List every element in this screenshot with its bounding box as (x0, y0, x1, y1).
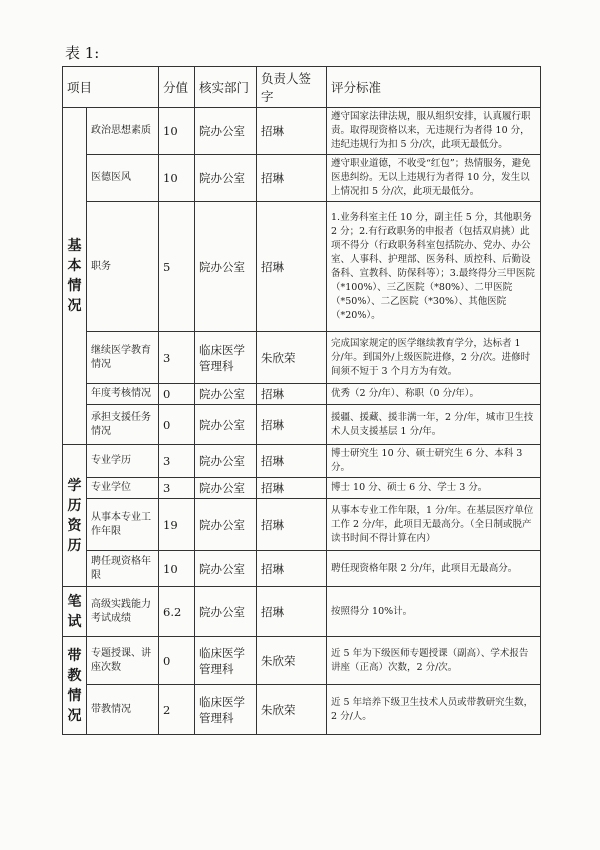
dept-cell: 院办公室 (195, 551, 257, 587)
item-cell: 聘任现资格年限 (87, 551, 159, 587)
signer-cell: 招琳 (257, 405, 327, 445)
criteria-cell: 近 5 年培养下级卫生技术人员或带教研究生数，2 分/人。 (327, 685, 541, 735)
dept-cell: 院办公室 (195, 405, 257, 445)
signer-cell: 朱欣荣 (257, 332, 327, 384)
score-cell: 10 (159, 551, 195, 587)
header-score: 分值 (159, 67, 195, 108)
score-cell: 3 (159, 332, 195, 384)
dept-cell: 临床医学管理科 (195, 685, 257, 735)
criteria-cell: 援疆、援藏、援非满一年，2 分/年，城市卫生技术人员支援基层 1 分/年。 (327, 405, 541, 445)
signer-cell: 招琳 (257, 384, 327, 405)
score-cell: 0 (159, 405, 195, 445)
dept-cell: 临床医学管理科 (195, 332, 257, 384)
table-row (63, 108, 541, 155)
dept-cell: 临床医学管理科 (195, 637, 257, 685)
header-item: 项目 (63, 67, 159, 108)
score-cell: 0 (159, 637, 195, 685)
signer-cell: 招琳 (257, 587, 327, 637)
signer-cell: 朱欣荣 (257, 637, 327, 685)
header-criteria: 评分标准 (327, 67, 541, 108)
category-education: 学历资历 (63, 445, 87, 587)
signer-cell: 招琳 (257, 445, 327, 478)
item-cell: 专业学历 (87, 445, 159, 478)
signer-cell: 招琳 (257, 202, 327, 332)
item-cell: 年度考核情况 (87, 384, 159, 405)
signer-cell: 招琳 (257, 499, 327, 551)
item-cell: 高级实践能力考试成绩 (87, 587, 159, 637)
signer-cell: 招琳 (257, 478, 327, 499)
score-cell: 0 (159, 384, 195, 405)
signer-cell: 招琳 (257, 108, 327, 155)
dept-cell: 院办公室 (195, 108, 257, 155)
table-row (63, 202, 541, 332)
table-row (63, 551, 541, 587)
criteria-cell: 1.业务科室主任 10 分，副主任 5 分，其他职务 2 分；2.有行政职务的申报者（包括双肩挑）此项不得分（行政职务科室包括院办、党办、办公室、人事科、护理部、医务科、质控科、后勤设备科、宣教科、防保科等）；3.最终得分三甲医院（*100%）、三乙医院（*80%）、二甲医院（*50%）、二乙医院（*30%）、其他医院（*20%）。 (327, 202, 541, 332)
item-cell: 政治思想素质 (87, 108, 159, 155)
score-cell: 19 (159, 499, 195, 551)
item-cell: 承担支援任务情况 (87, 405, 159, 445)
item-cell: 专题授课、讲座次数 (87, 637, 159, 685)
header-signer: 负责人签字 (257, 67, 327, 108)
header-dept: 核实部门 (195, 67, 257, 108)
dept-cell: 院办公室 (195, 499, 257, 551)
score-cell: 3 (159, 478, 195, 499)
table-row (63, 685, 541, 735)
item-cell: 专业学位 (87, 478, 159, 499)
signer-cell: 招琳 (257, 551, 327, 587)
criteria-cell: 优秀（2 分/年）、称职（0 分/年）。 (327, 384, 541, 405)
dept-cell: 院办公室 (195, 155, 257, 202)
dept-cell: 院办公室 (195, 384, 257, 405)
score-cell: 2 (159, 685, 195, 735)
score-cell: 10 (159, 155, 195, 202)
score-cell: 5 (159, 202, 195, 332)
signer-cell: 招琳 (257, 155, 327, 202)
criteria-cell: 完成国家规定的医学继续教育学分，达标者 1 分/年。到国外/上级医院进修，2 分/次。进修时间须不短于 3 个月方为有效。 (327, 332, 541, 384)
table-header-row (63, 67, 541, 108)
criteria-cell: 博士研究生 10 分、硕士研究生 6 分、本科 3 分。 (327, 445, 541, 478)
score-cell: 10 (159, 108, 195, 155)
table-row (63, 384, 541, 405)
table-row (63, 445, 541, 478)
category-exam: 笔试 (63, 587, 87, 637)
table-row (63, 637, 541, 685)
item-cell: 继续医学教育情况 (87, 332, 159, 384)
table-row (63, 587, 541, 637)
criteria-cell: 聘任现资格年限 2 分/年，此项目无最高分。 (327, 551, 541, 587)
dept-cell: 院办公室 (195, 445, 257, 478)
criteria-cell: 按照得分 10%计。 (327, 587, 541, 637)
criteria-cell: 博士 10 分、硕士 6 分、学士 3 分。 (327, 478, 541, 499)
criteria-cell: 遵守国家法律法规，服从组织安排，认真履行职责。取得现资格以来，无违规行为者得 10 分，违纪违规行为扣 5 分/次，此项无最低分。 (327, 108, 541, 155)
item-cell: 医德医风 (87, 155, 159, 202)
table-row (63, 499, 541, 551)
table-row (63, 332, 541, 384)
category-teaching: 带教情况 (63, 637, 87, 735)
table-row (63, 405, 541, 445)
item-cell: 职务 (87, 202, 159, 332)
dept-cell: 院办公室 (195, 202, 257, 332)
item-cell: 带教情况 (87, 685, 159, 735)
criteria-cell: 遵守职业道德，不收受“红包”；热情服务，避免医患纠纷。无以上违规行为者得 10 分，发生以上情况扣 5 分/次，此项无最低分。 (327, 155, 541, 202)
score-cell: 3 (159, 445, 195, 478)
dept-cell: 院办公室 (195, 587, 257, 637)
criteria-cell: 近 5 年为下级医师专题授课（副高）、学术报告讲座（正高）次数，2 分/次。 (327, 637, 541, 685)
score-table (62, 66, 541, 735)
criteria-cell: 从事本专业工作年限，1 分/年。在基层医疗单位工作 2 分/年，此项目无最高分。（全日制或脱产读书时间不得计算在内） (327, 499, 541, 551)
item-cell: 从事本专业工作年限 (87, 499, 159, 551)
category-basic: 基本情况 (63, 108, 87, 445)
signer-cell: 朱欣荣 (257, 685, 327, 735)
page-label: 表 1: (65, 44, 100, 62)
table-row (63, 478, 541, 499)
dept-cell: 院办公室 (195, 478, 257, 499)
table-row (63, 155, 541, 202)
score-cell: 6.2 (159, 587, 195, 637)
